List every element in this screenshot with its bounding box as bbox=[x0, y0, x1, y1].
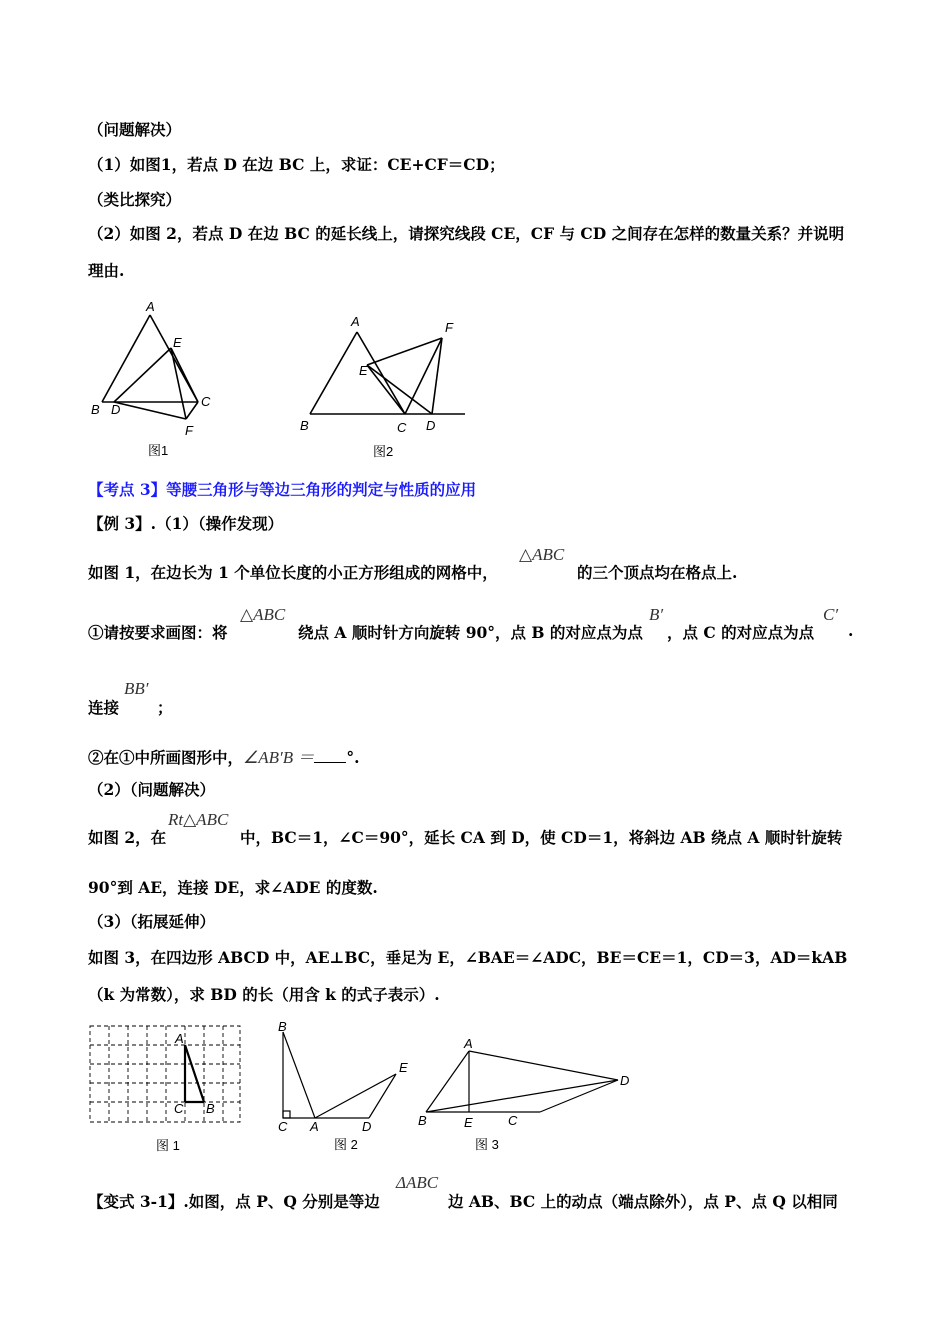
answer-blank[interactable] bbox=[314, 748, 346, 763]
question-1: （1）如图1，若点 D 在边 BC 上，求证：CE+CF＝CD； bbox=[88, 155, 505, 174]
variant-3-1 bbox=[88, 1190, 380, 1212]
math-triangle-abc: △ABC bbox=[519, 545, 565, 564]
paragraph-2d: . bbox=[848, 621, 854, 640]
figure-top-2 bbox=[295, 310, 470, 460]
paragraph-2b: 绕点 A 顺时针方向旋转 90°，点 B 的对应点为点 bbox=[298, 623, 643, 642]
variant-heading: 【变式 3-1】 bbox=[88, 1192, 184, 1211]
figure-caption: 图 1 bbox=[156, 1138, 180, 1153]
label-D: D bbox=[362, 1119, 372, 1134]
label-A: A bbox=[464, 1036, 473, 1051]
label-D: D bbox=[620, 1073, 630, 1088]
paragraph-5a: 如图 2，在 bbox=[88, 828, 167, 847]
paragraph-4 bbox=[88, 743, 360, 768]
label-A: A bbox=[175, 1031, 184, 1046]
math-delta-abc: ΔABC bbox=[396, 1173, 439, 1192]
label-B: B bbox=[278, 1019, 287, 1034]
label-C: C bbox=[201, 394, 211, 409]
figure-caption: 图1 bbox=[148, 443, 169, 458]
figure-caption: 图 3 bbox=[475, 1137, 499, 1152]
paragraph-3b: ； bbox=[157, 698, 173, 717]
heading-problem-solving: （问题解决） bbox=[88, 120, 182, 139]
figure-2 bbox=[272, 1018, 417, 1158]
label-B: B bbox=[418, 1113, 427, 1128]
paragraph-6: 90°到 AE，连接 DE，求∠ADE 的度数. bbox=[88, 878, 378, 897]
figure-3 bbox=[412, 1034, 642, 1159]
section-2-heading: （2）（问题解决） bbox=[88, 780, 216, 799]
question-2: （2）如图 2，若点 D 在边 BC 的延长线上，请探究线段 CE，CF 与 CD 之间存在怎样的数量关系？并说明 bbox=[88, 224, 845, 243]
math-triangle-abc-2: △ABC bbox=[240, 605, 286, 624]
label-C: C bbox=[397, 420, 407, 435]
label-C: C bbox=[508, 1113, 518, 1128]
label-A: A bbox=[351, 314, 360, 329]
math-c-prime: C′ bbox=[823, 605, 839, 624]
figure-caption: 图2 bbox=[373, 444, 394, 459]
label-D: D bbox=[426, 418, 436, 433]
figure-grid bbox=[86, 1022, 246, 1157]
label-C: C bbox=[278, 1119, 288, 1134]
label-B: B bbox=[300, 418, 309, 433]
example-3-heading: 【例 3】.（1）（操作发现） bbox=[88, 514, 284, 533]
label-B: B bbox=[91, 402, 100, 417]
question-2-cont: 理由. bbox=[88, 261, 125, 280]
paragraph-4a: ②在①中所画图形中， bbox=[88, 748, 244, 767]
paragraph-7: 如图 3，在四边形 ABCD 中，AE⊥BC，垂足为 E，∠BAE＝∠ADC，BE＝CE＝1，CD＝3，AD＝kAB bbox=[88, 948, 848, 967]
paragraph-4b: °. bbox=[346, 748, 360, 767]
label-B: B bbox=[206, 1101, 215, 1116]
paragraph-1a: 如图 1，在边长为 1 个单位长度的小正方形组成的网格中， bbox=[88, 563, 498, 582]
kaodian-heading: 【考点 3】等腰三角形与等边三角形的判定与性质的应用 bbox=[88, 480, 477, 499]
math-angle: ∠AB′B ＝ bbox=[243, 748, 315, 767]
label-F: F bbox=[445, 320, 453, 335]
math-b-prime: B′ bbox=[649, 605, 664, 624]
paragraph-9a: .如图，点 P、Q 分别是等边 bbox=[183, 1192, 380, 1211]
label-A: A bbox=[310, 1119, 319, 1134]
paragraph-5b: 中，BC＝1，∠C＝90°，延长 CA 到 D，使 CD＝1，将斜边 AB 绕点 A 顺时针旋转 bbox=[240, 828, 843, 847]
math-bb-prime: BB′ bbox=[124, 679, 149, 698]
label-A: A bbox=[146, 299, 155, 314]
paragraph-2a: ①请按要求画图：将 bbox=[88, 623, 228, 642]
paragraph-1b: 的三个顶点均在格点上. bbox=[577, 563, 738, 582]
label-E: E bbox=[399, 1060, 408, 1075]
label-E: E bbox=[464, 1115, 473, 1130]
math-rt-abc: Rt△ABC bbox=[168, 810, 229, 829]
label-C: C bbox=[174, 1101, 184, 1116]
paragraph-9b: 边 AB、BC 上的动点（端点除外），点 P、点 Q 以相同 bbox=[448, 1192, 838, 1211]
label-E: E bbox=[173, 335, 182, 350]
figure-caption: 图 2 bbox=[334, 1137, 358, 1152]
section-3-heading: （3）（拓展延伸） bbox=[88, 912, 216, 931]
figure-top-1 bbox=[88, 295, 248, 460]
paragraph-2c: ，点 C 的对应点为点 bbox=[667, 623, 815, 642]
label-E: E bbox=[359, 363, 368, 378]
paragraph-8: （k 为常数），求 BD 的长（用含 k 的式子表示）. bbox=[88, 985, 440, 1004]
label-F: F bbox=[185, 423, 193, 438]
heading-analogy: （类比探究） bbox=[88, 190, 182, 209]
paragraph-3a: 连接 bbox=[88, 698, 120, 717]
label-D: D bbox=[111, 402, 121, 417]
